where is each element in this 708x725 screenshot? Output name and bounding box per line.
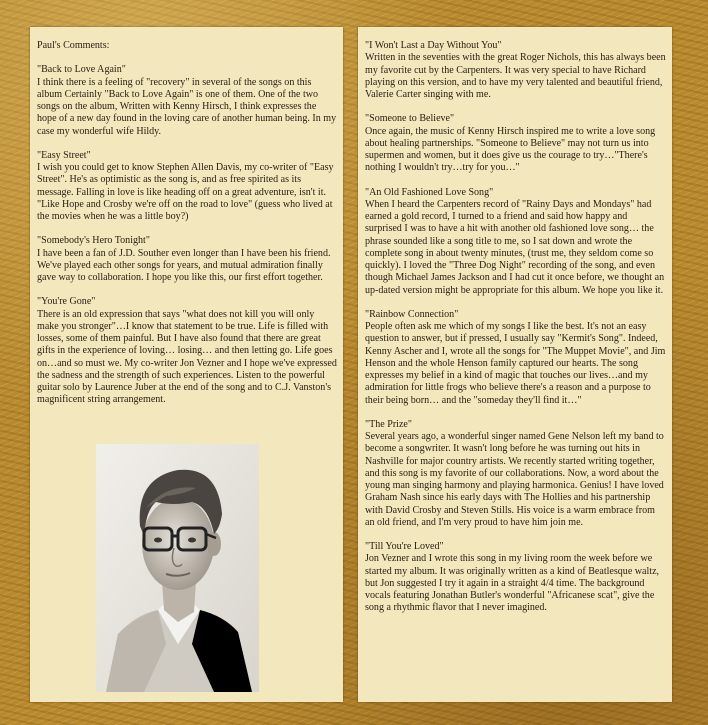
song-comment-text: I think there is a feeling of "recovery" in several of the songs on this album Certainly "Back to Love Again" is one of them. One of the two songs on the album, Written with Kenny Hirsch, I think expresses the hope of a new day found in the loving care of another human being. In my case my wonderful wife Hildy. [37, 76, 337, 137]
song-comment-i-wont-last-a-day [365, 40, 666, 101]
song-title: "An Old Fashioned Love Song" [365, 186, 494, 198]
song-comment-back-to-love-again [37, 64, 337, 138]
song-comment-the-prize [365, 419, 666, 529]
song-comment-text: Jon Vezner and I wrote this song in my living room the week before we started my album. It was originally written as a kind of Beatlesque waltz, but Jon suggested I try it again in a straight 4/4 time. The background vocals featuring Jonathan Butler's wonderful "Africanese scat", give the song a rhythmic flavor that I never imagined. [365, 553, 660, 614]
song-comment-text: When I heard the Carpenters record of "Rainy Days and Mondays" had earned a gold record, I turned to a friend and said how happy and surprised I was to have a hit with another old fashioned love song… the phrase sounded like a song title to me, so I sat down and wrote the complete song in about twenty minutes, (trust me, they seldom come so quickly). I loved the "Three Dog Night" recording of the song, and even though Michael James Jackson and I had cut it once before, we thought an up-dated version might be appropriate for this album. We hope you like it. [365, 198, 665, 296]
song-comment-somebodys-hero-tonight [37, 235, 337, 284]
song-comment-text: There is an old expression that says "what does not kill you will only make you stronger"…I know that statement to be true. Life is filled with losses, some of them painful. But I have also found that there are great gifts in the experience of loving… losing… and then letting go. Life goes on…and so must we. My co-writer Jon Vezner and I hope we've expressed the sadness and the strength of such experiences. Listen to the powerful guitar solo by Laurence Juber at the end of the song and to C.J. Vanston's magnificent string arrangement. [37, 308, 337, 406]
song-comment-text: I wish you could get to know Stephen Allen Davis, my co-writer of "Easy Street". He's as optimistic as the song is, and as free spirited as its message. Falling in love is like heading off on a great adventure, isn't it. "Like Hope and Crosby we're off on the road to love" (guess who lived at the movies when he was a little boy?) [37, 162, 334, 222]
song-comment-text: Several years ago, a wonderful singer named Gene Nelson left my band to become a songwriter. It wasn't long before he was turning out hits in Nashville for major country artists. We recently started writing together, and this song is my favorite of our collaborations. Now, a word about the young man singing harmony and playing harmonica. Genius! I have loved Graham Nash since his early days with The Hollies and his partnership with David Crosby and Steven Stills. His voice is a warm embrace from an old friend, and I'm very proud to have him join me. [365, 431, 664, 528]
song-comment-easy-street [37, 150, 337, 224]
song-title: "Easy Street" [37, 149, 91, 161]
song-comment-someone-to-believe [365, 113, 666, 174]
song-title: "The Prize" [365, 418, 412, 430]
song-title: "Back to Love Again" [37, 64, 126, 76]
song-comment-text: Once again, the music of Kenny Hirsch inspired me to write a love song about healing partnerships. "Someone to Believe" may not turn us into supermen and women, but it does give us the courage to try…"There's nothing I wouldn't try…try for you…" [365, 125, 656, 174]
song-title: "Somebody's Hero Tonight" [37, 235, 150, 247]
song-title: "Till You're Loved" [365, 541, 444, 552]
song-comment-till-youre-loved [365, 541, 666, 615]
song-title: "Rainbow Connection" [365, 308, 459, 320]
song-comment-text: People often ask me which of my songs I like the best. It's not an easy question to answer, but if pressed, I usually say "Kermit's Song". Indeed, Kenny Ascher and I, wrote all the songs for "The Muppet Movie", and Jim Henson and the whole Henson family captured our hearts. The song expresses my belief in a kind of magic that touches our lives…and my admiration for little frogs who believe there's a reason and a purpose to their being born… and the "someday they'll find it…" [365, 321, 666, 406]
comments-heading: Paul's Comments: [37, 40, 110, 51]
song-title: "You're Gone" [37, 296, 96, 308]
song-comment-old-fashioned-love-song [365, 187, 666, 297]
artist-portrait-photo [96, 444, 259, 692]
song-title: "I Won't Last a Day Without You" [365, 40, 502, 51]
song-comment-text: Written in the seventies with the great Roger Nichols, this has always been my favorite cut by the Carpenters. It was very special to have Richard playing on this version, and to have my very talented and beautiful friend, Valerie Carter singing with me. [365, 52, 666, 100]
song-comment-youre-gone [37, 296, 337, 406]
right-comments-panel [358, 27, 672, 702]
song-comment-text: I have been a fan of J.D. Souther even longer than I have been his friend. We've played each other songs for years, and mutual admiration finally gave way to collaboration. I hope you like this, our first effort together. [37, 247, 331, 283]
song-comment-rainbow-connection [365, 309, 666, 407]
song-title: "Someone to Believe" [365, 113, 455, 125]
